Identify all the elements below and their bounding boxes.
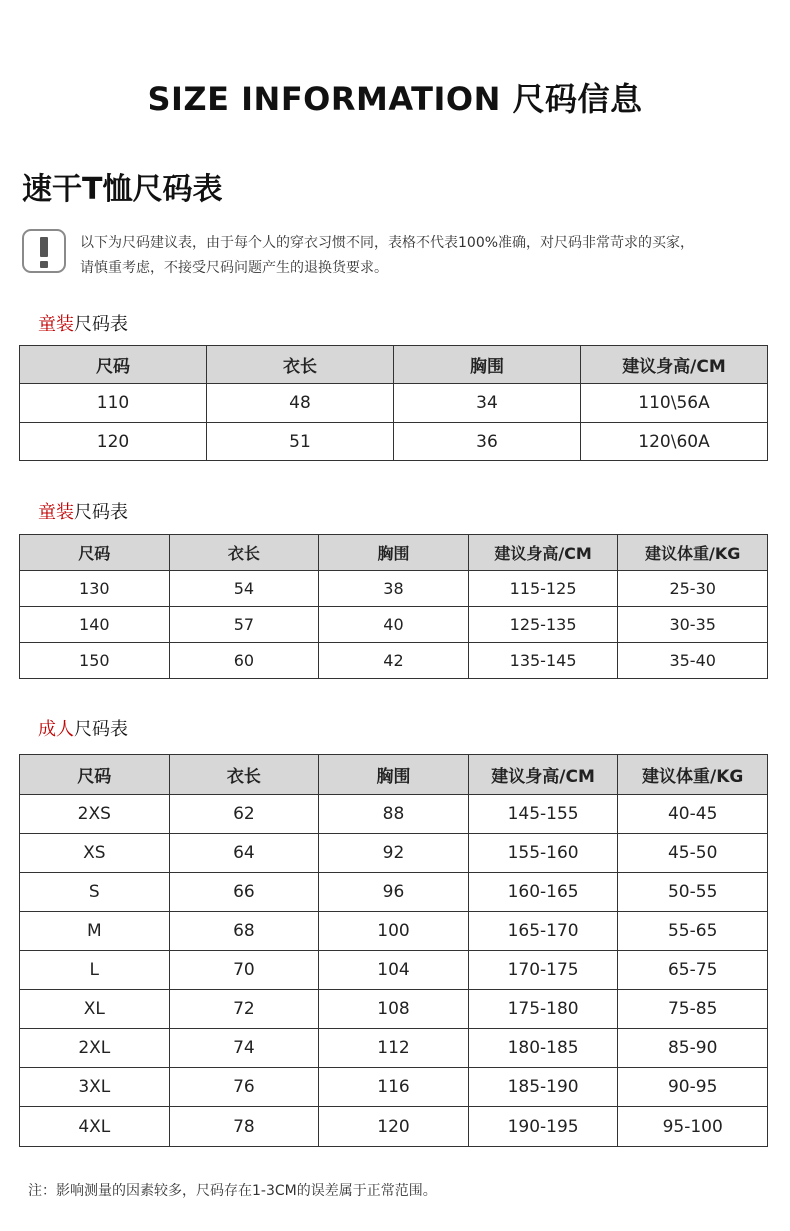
table-row	[20, 912, 768, 951]
header-cell: 建议体重/KG	[618, 535, 768, 571]
table-row	[20, 834, 768, 873]
header-cell: 胸围	[319, 755, 469, 795]
table-cell: 90-95	[618, 1068, 768, 1107]
table-cell: 185-190	[468, 1068, 618, 1107]
table-row	[20, 990, 768, 1029]
table-cell: 96	[319, 873, 469, 912]
table-cell: 40	[319, 607, 469, 643]
table-cell: 2XS	[20, 795, 170, 834]
header-cell: 胸围	[319, 535, 469, 571]
table-header-row	[20, 346, 768, 384]
table-cell: 95-100	[618, 1107, 768, 1147]
table-cell: 125-135	[468, 607, 618, 643]
table-cell: XS	[20, 834, 170, 873]
header-cell: 建议体重/KG	[618, 755, 768, 795]
header-cell: 胸围	[394, 346, 581, 384]
table-cell: 155-160	[468, 834, 618, 873]
table-row	[20, 384, 768, 423]
table-cell: 66	[169, 873, 319, 912]
table-cell: 120	[319, 1107, 469, 1147]
page-title: SIZE INFORMATION 尺码信息	[147, 80, 643, 118]
table-cell: 62	[169, 795, 319, 834]
table-header-row	[20, 535, 768, 571]
adult-table-label	[38, 715, 128, 741]
table-cell: 65-75	[618, 951, 768, 990]
table-cell: 38	[319, 571, 469, 607]
table-cell: 57	[169, 607, 319, 643]
label-rest: 尺码表	[74, 314, 128, 335]
table-cell: 68	[169, 912, 319, 951]
table-cell: 120	[20, 423, 207, 461]
table-cell: 112	[319, 1029, 469, 1068]
table-cell: 104	[319, 951, 469, 990]
kids-table-2-label	[38, 498, 128, 524]
table-cell: 42	[319, 643, 469, 679]
label-accent: 童装	[38, 314, 74, 335]
size-chart-subtitle: 速干T恤尺码表	[22, 172, 223, 207]
table-cell: 85-90	[618, 1029, 768, 1068]
table-row	[20, 607, 768, 643]
table-row	[20, 423, 768, 461]
kids-table-1-label	[38, 310, 128, 336]
table-row	[20, 1068, 768, 1107]
table-row	[20, 951, 768, 990]
table-cell: 76	[169, 1068, 319, 1107]
table-cell: 74	[169, 1029, 319, 1068]
adult-size-table	[19, 754, 768, 1147]
header-cell: 建议身高/CM	[468, 535, 618, 571]
table-cell: 48	[207, 384, 394, 423]
table-cell: 108	[319, 990, 469, 1029]
header-cell: 衣长	[169, 535, 319, 571]
table-cell: 4XL	[20, 1107, 170, 1147]
label-accent: 成人	[38, 719, 74, 740]
table-cell: 175-180	[468, 990, 618, 1029]
label-rest: 尺码表	[74, 502, 128, 523]
table-cell: 78	[169, 1107, 319, 1147]
table-cell: 115-125	[468, 571, 618, 607]
table-cell: 150	[20, 643, 170, 679]
table-cell: 36	[394, 423, 581, 461]
label-rest: 尺码表	[74, 719, 128, 740]
table-cell: 92	[319, 834, 469, 873]
table-cell: 165-170	[468, 912, 618, 951]
table-row	[20, 1029, 768, 1068]
table-cell: 180-185	[468, 1029, 618, 1068]
table-cell: 35-40	[618, 643, 768, 679]
table-cell: 64	[169, 834, 319, 873]
header-cell: 尺码	[20, 535, 170, 571]
table-cell: 110\56A	[581, 384, 768, 423]
table-cell: XL	[20, 990, 170, 1029]
table-cell: 110	[20, 384, 207, 423]
header-cell: 建议身高/CM	[581, 346, 768, 384]
header-cell: 衣长	[169, 755, 319, 795]
table-cell: 51	[207, 423, 394, 461]
table-cell: M	[20, 912, 170, 951]
table-cell: 140	[20, 607, 170, 643]
table-row	[20, 873, 768, 912]
table-cell: 3XL	[20, 1068, 170, 1107]
table-cell: 145-155	[468, 795, 618, 834]
table-cell: 72	[169, 990, 319, 1029]
table-cell: 70	[169, 951, 319, 990]
exclamation-icon	[22, 229, 66, 273]
kids-size-table-1	[19, 345, 768, 461]
table-cell: 160-165	[468, 873, 618, 912]
kids-size-table-2	[19, 534, 768, 679]
table-row	[20, 571, 768, 607]
table-cell: 170-175	[468, 951, 618, 990]
table-cell: 45-50	[618, 834, 768, 873]
label-accent: 童装	[38, 502, 74, 523]
table-cell: 25-30	[618, 571, 768, 607]
footnote: 注：影响测量的因素较多，尺码存在1-3CM的误差属于正常范围。	[28, 1183, 437, 1199]
notice-text	[80, 231, 780, 281]
header-cell: 建议身高/CM	[468, 755, 618, 795]
notice-line-2: 请慎重考虑，不接受尺码问题产生的退换货要求。	[80, 260, 388, 276]
table-cell: 54	[169, 571, 319, 607]
table-cell: 135-145	[468, 643, 618, 679]
header-cell: 尺码	[20, 755, 170, 795]
table-cell: L	[20, 951, 170, 990]
table-cell: 2XL	[20, 1029, 170, 1068]
table-row	[20, 795, 768, 834]
table-row	[20, 643, 768, 679]
notice-line-1: 以下为尺码建议表，由于每个人的穿衣习惯不同，表格不代表100%准确，对尺码非常苛求的买家，	[80, 235, 695, 251]
table-cell: 34	[394, 384, 581, 423]
table-cell: 30-35	[618, 607, 768, 643]
table-row	[20, 1107, 768, 1147]
table-cell: 50-55	[618, 873, 768, 912]
table-cell: 190-195	[468, 1107, 618, 1147]
table-cell: 60	[169, 643, 319, 679]
table-cell: 120\60A	[581, 423, 768, 461]
header-cell: 尺码	[20, 346, 207, 384]
table-header-row	[20, 755, 768, 795]
header-cell: 衣长	[207, 346, 394, 384]
table-cell: 88	[319, 795, 469, 834]
table-cell: 130	[20, 571, 170, 607]
table-cell: 55-65	[618, 912, 768, 951]
table-cell: 100	[319, 912, 469, 951]
table-cell: 75-85	[618, 990, 768, 1029]
table-cell: S	[20, 873, 170, 912]
table-cell: 116	[319, 1068, 469, 1107]
table-cell: 40-45	[618, 795, 768, 834]
